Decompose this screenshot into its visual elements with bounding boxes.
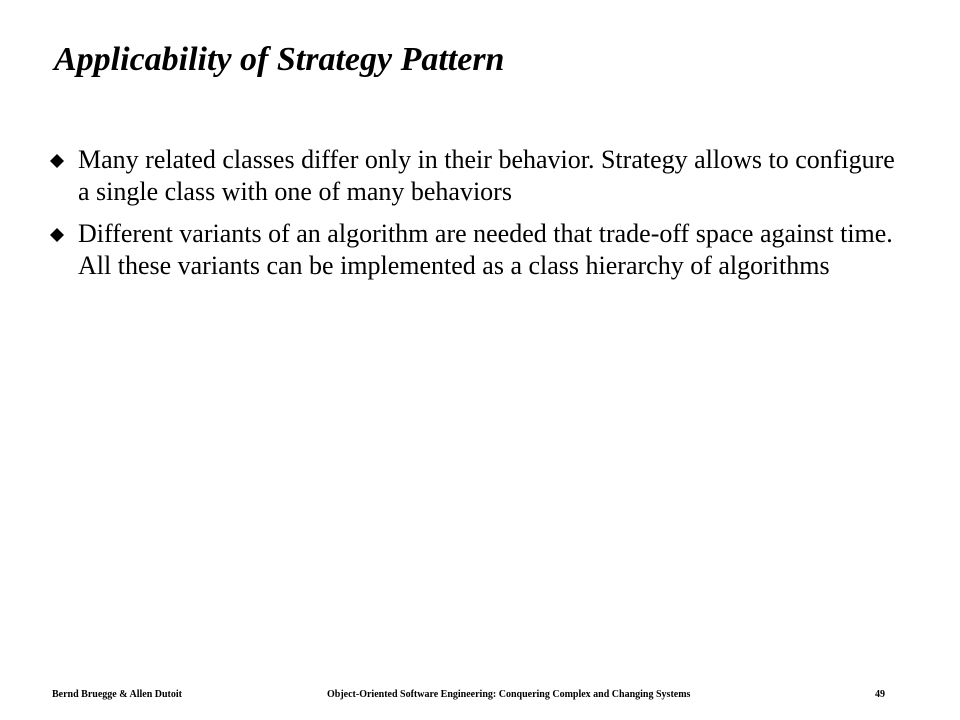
slide-title: Applicability of Strategy Pattern: [54, 41, 505, 78]
diamond-bullet-icon: [50, 154, 64, 168]
footer-page-number: 49: [875, 689, 885, 700]
bullet-item: [48, 218, 898, 282]
footer-book-title: Object-Oriented Software Engineering: Conquering Complex and Changing Systems: [327, 689, 691, 700]
bullet-list: [48, 144, 898, 292]
diamond-bullet-icon: [50, 228, 64, 242]
bullet-text: Many related classes differ only in their behavior. Strategy allows to configure a single class with one of many behaviors: [78, 145, 895, 206]
bullet-item: [48, 144, 898, 208]
footer-authors: Bernd Bruegge & Allen Dutoit: [52, 689, 182, 700]
slide-footer: [0, 687, 960, 703]
bullet-text: Different variants of an algorithm are needed that trade-off space against time. All these variants can be implemented as a class hierarchy of algorithms: [78, 219, 893, 280]
